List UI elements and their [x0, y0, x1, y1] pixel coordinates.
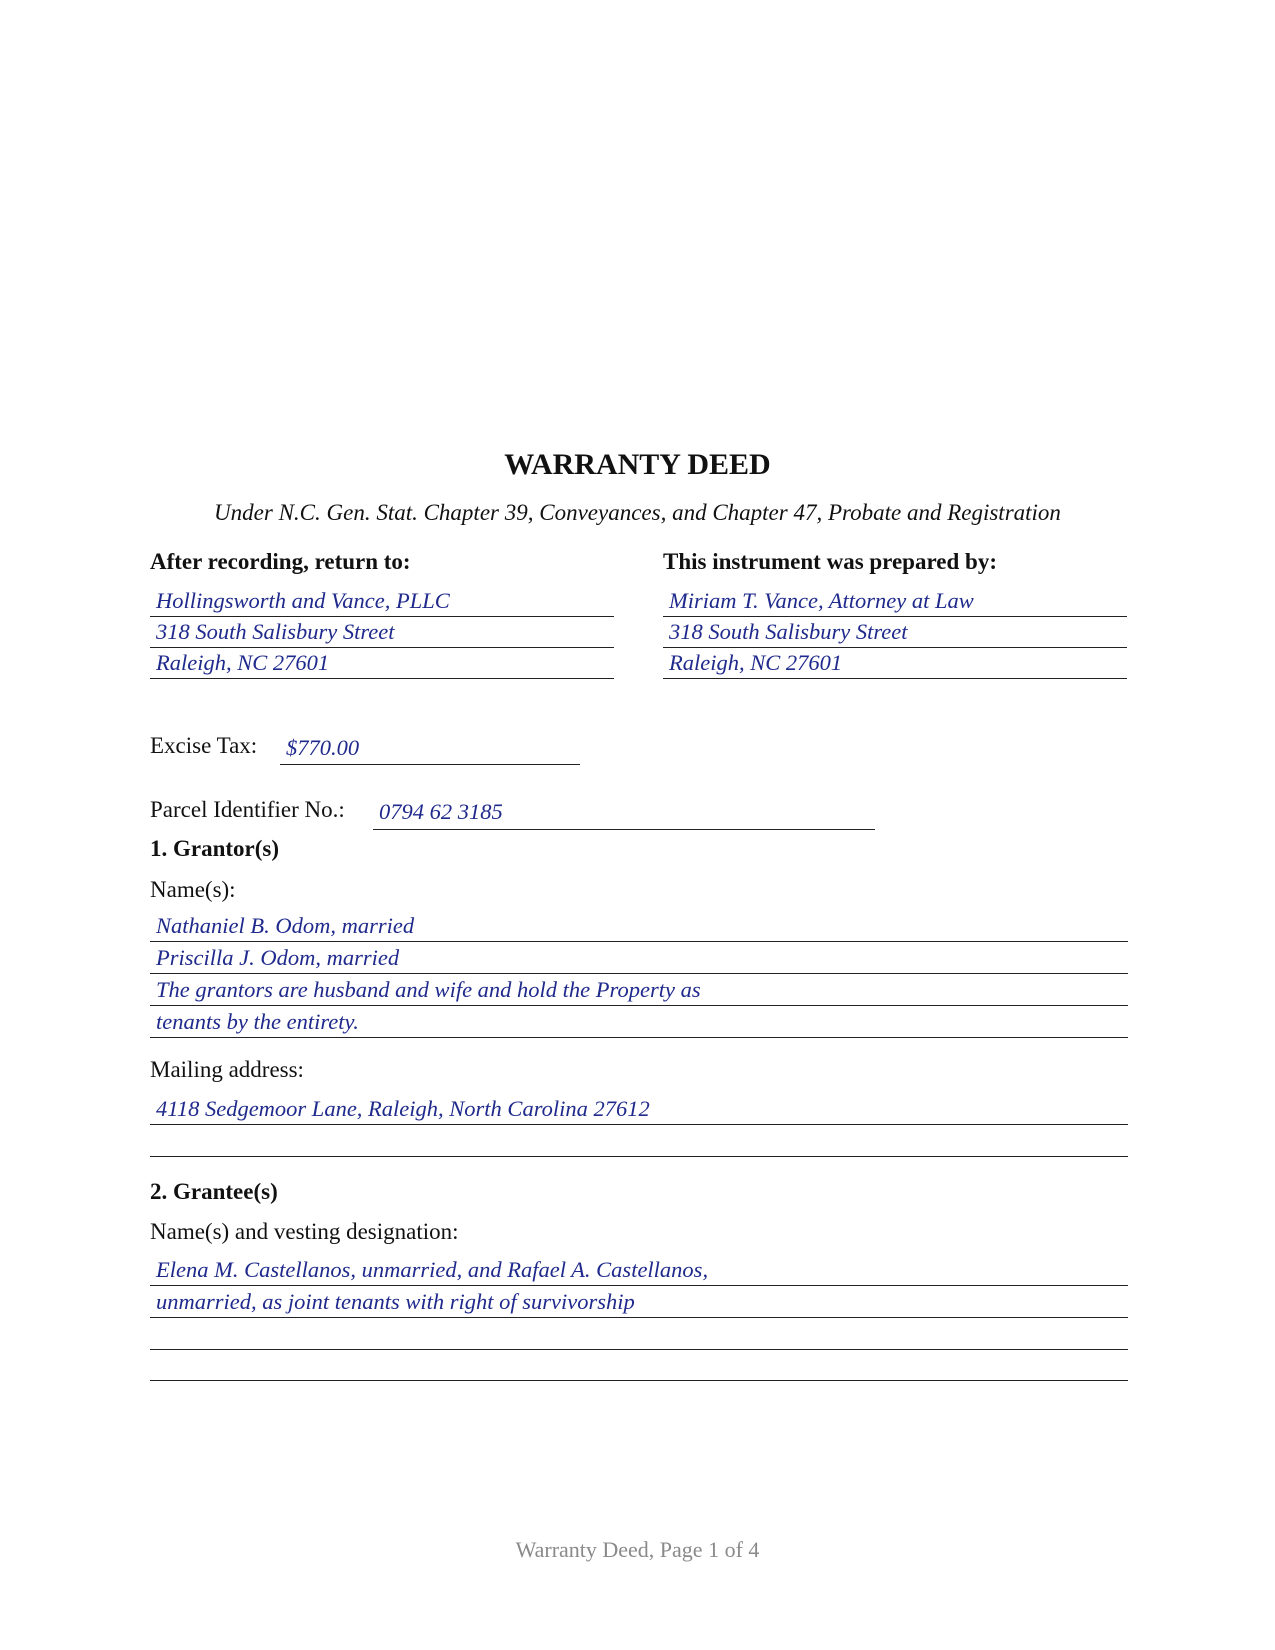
grantee-name-line-1[interactable]: Elena M. Castellanos, unmarried, and Rafael A. Castellanos, — [150, 1255, 1128, 1286]
return-to-heading: After recording, return to: — [150, 549, 411, 574]
mailing-address-line-2[interactable] — [150, 1126, 1128, 1157]
grantee-heading: 2. Grantee(s) — [150, 1179, 278, 1204]
prepared-by-heading: This instrument was prepared by: — [663, 549, 997, 574]
grantee-name-line-3[interactable] — [150, 1319, 1128, 1350]
mailing-address-label: Mailing address: — [150, 1057, 304, 1082]
grantor-names-label: Name(s): — [150, 877, 236, 902]
grantor-name-line-1[interactable]: Nathaniel B. Odom, married — [150, 911, 1128, 942]
parcel-id-field[interactable]: 0794 62 3185 — [373, 797, 875, 830]
return-to-line-2[interactable]: 318 South Salisbury Street — [150, 617, 614, 648]
return-to-line-3[interactable]: Raleigh, NC 27601 — [150, 648, 614, 679]
grantor-name-line-4[interactable]: tenants by the entirety. — [150, 1007, 1128, 1038]
grantee-names-label: Name(s) and vesting designation: — [150, 1219, 459, 1244]
document-title: WARRANTY DEED — [504, 448, 771, 481]
grantor-name-line-3[interactable]: The grantors are husband and wife and hold the Property as — [150, 975, 1128, 1006]
grantee-name-line-4[interactable] — [150, 1350, 1128, 1381]
grantee-name-line-2[interactable]: unmarried, as joint tenants with right of survivorship — [150, 1287, 1128, 1318]
return-to-line-1[interactable]: Hollingsworth and Vance, PLLC — [150, 586, 614, 617]
excise-tax-field[interactable]: $770.00 — [280, 733, 580, 765]
prepared-by-line-2[interactable]: 318 South Salisbury Street — [663, 617, 1127, 648]
mailing-address-line-1[interactable]: 4118 Sedgemoor Lane, Raleigh, North Carolina 27612 — [150, 1094, 1128, 1125]
excise-tax-label: Excise Tax: — [150, 733, 258, 758]
page-footer: Warranty Deed, Page 1 of 4 — [515, 1537, 760, 1562]
grantor-name-line-2[interactable]: Priscilla J. Odom, married — [150, 943, 1128, 974]
prepared-by-line-3[interactable]: Raleigh, NC 27601 — [663, 648, 1127, 679]
document-subtitle: Under N.C. Gen. Stat. Chapter 39, Conveyances, and Chapter 47, Probate and Registration — [214, 500, 1061, 525]
parcel-id-label: Parcel Identifier No.: — [150, 797, 345, 822]
grantor-heading: 1. Grantor(s) — [150, 836, 280, 861]
prepared-by-line-1[interactable]: Miriam T. Vance, Attorney at Law — [663, 586, 1127, 617]
